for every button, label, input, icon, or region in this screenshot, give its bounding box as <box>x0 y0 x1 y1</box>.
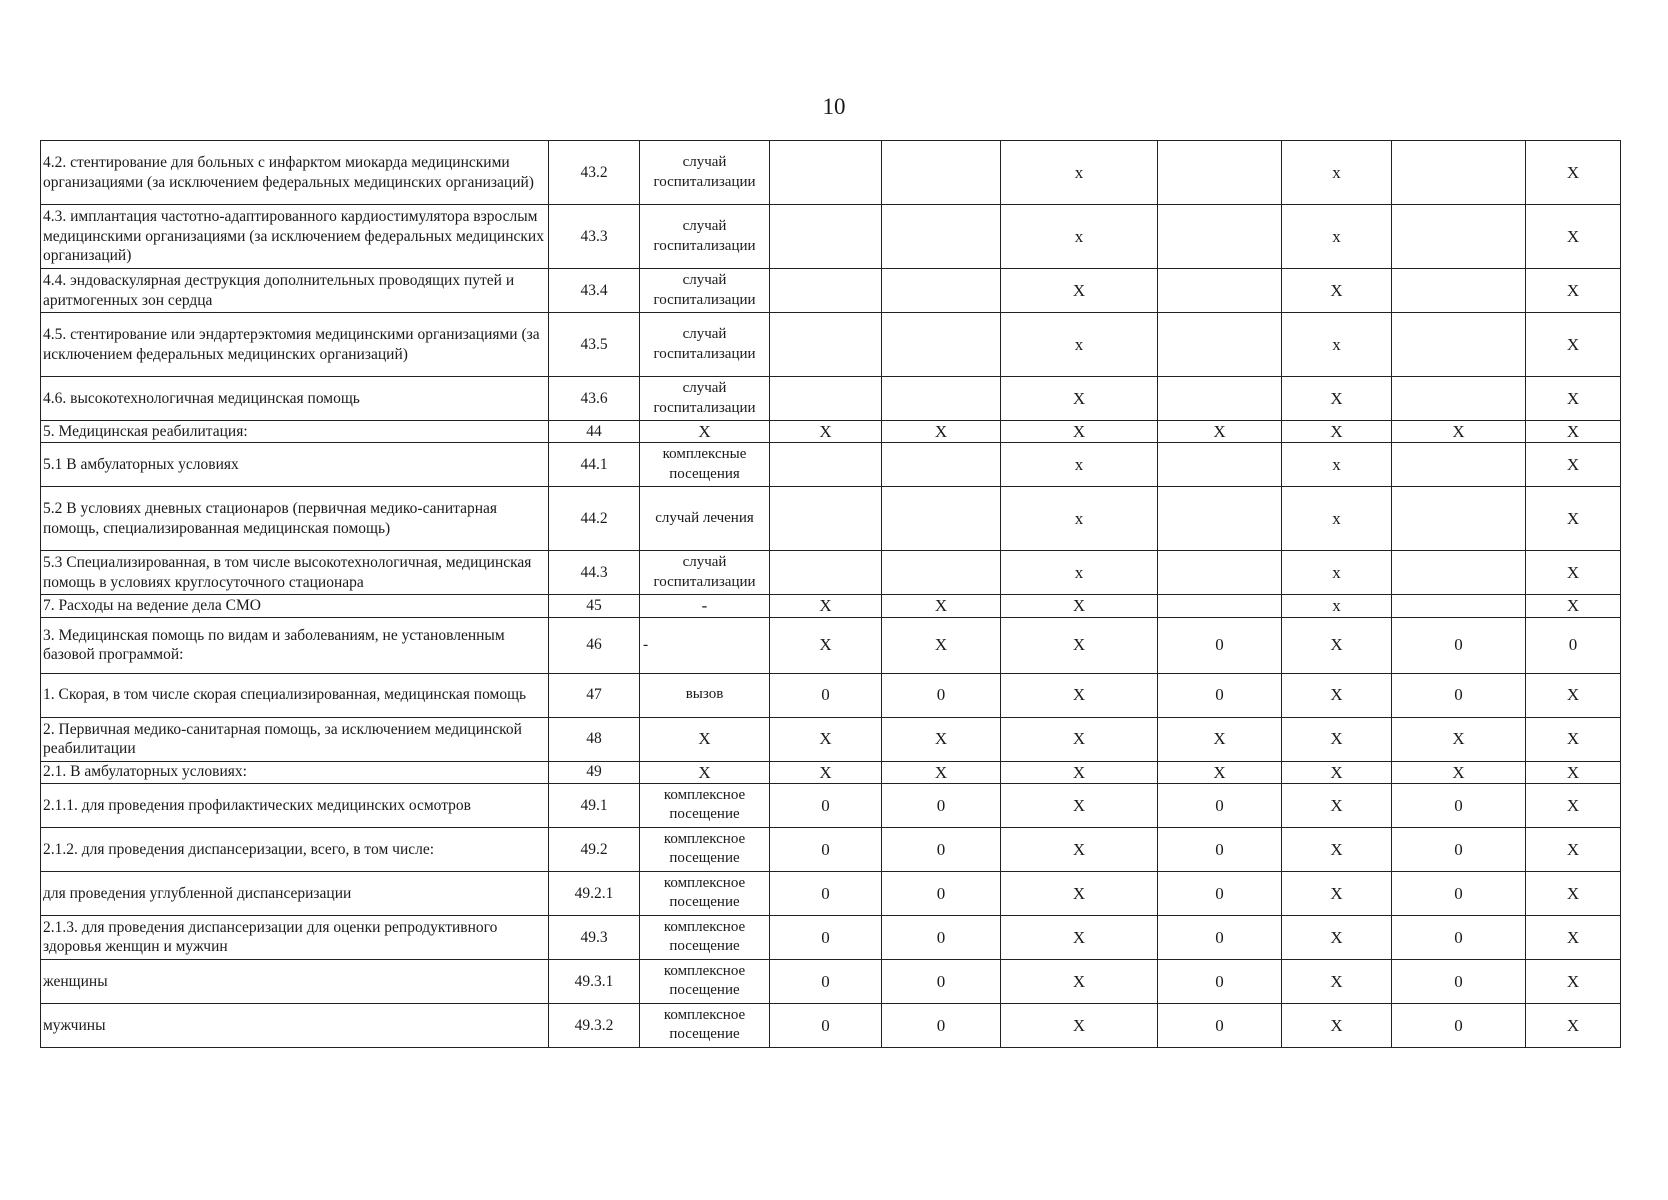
row-unit: - <box>640 617 770 673</box>
cell-col-3: x <box>1001 443 1158 487</box>
row-code: 46 <box>549 617 640 673</box>
cell-col-1 <box>770 313 882 377</box>
cell-col-6 <box>1392 487 1526 551</box>
cell-col-2: X <box>882 761 1001 783</box>
cell-col-3: X <box>1001 421 1158 443</box>
cell-col-6: 0 <box>1392 617 1526 673</box>
cell-col-7: X <box>1526 761 1621 783</box>
cell-col-7: X <box>1526 871 1621 915</box>
cell-col-7: X <box>1526 717 1621 761</box>
row-name: 2.1.2. для проведения диспансеризации, всего, в том числе: <box>41 827 549 871</box>
cell-col-6: X <box>1392 717 1526 761</box>
cell-col-1: 0 <box>770 673 882 717</box>
cell-col-5: X <box>1282 761 1392 783</box>
cell-col-4: 0 <box>1158 827 1282 871</box>
cell-col-1 <box>770 443 882 487</box>
table-row <box>41 783 1621 827</box>
cell-col-2 <box>882 487 1001 551</box>
cell-col-6 <box>1392 205 1526 269</box>
cell-col-5: X <box>1282 717 1392 761</box>
cell-col-3: x <box>1001 313 1158 377</box>
cell-col-6: 0 <box>1392 673 1526 717</box>
row-name: 4.2. стентирование для больных с инфарктом миокарда медицинскими организациями (за исключением федеральных медицинских организаций) <box>41 141 549 205</box>
cell-col-5: X <box>1282 827 1392 871</box>
cell-col-3: X <box>1001 617 1158 673</box>
table-row <box>41 827 1621 871</box>
cell-col-6 <box>1392 141 1526 205</box>
row-code: 43.4 <box>549 269 640 313</box>
row-name: для проведения углубленной диспансеризации <box>41 871 549 915</box>
row-unit: комплексное посещение <box>640 827 770 871</box>
cell-col-4 <box>1158 205 1282 269</box>
row-unit: случай госпитализации <box>640 313 770 377</box>
cell-col-6: 0 <box>1392 871 1526 915</box>
cell-col-5: X <box>1282 673 1392 717</box>
cell-col-5: X <box>1282 915 1392 959</box>
cell-col-1: X <box>770 595 882 617</box>
cell-col-1: 0 <box>770 915 882 959</box>
cell-col-5: X <box>1282 959 1392 1003</box>
cell-col-4: 0 <box>1158 1003 1282 1047</box>
table-row <box>41 269 1621 313</box>
row-unit: случай госпитализации <box>640 269 770 313</box>
row-code: 43.6 <box>549 377 640 421</box>
row-code: 44.3 <box>549 551 640 595</box>
row-code: 45 <box>549 595 640 617</box>
cell-col-7: X <box>1526 959 1621 1003</box>
cell-col-1: 0 <box>770 827 882 871</box>
row-code: 43.5 <box>549 313 640 377</box>
cell-col-1 <box>770 551 882 595</box>
row-unit: X <box>640 421 770 443</box>
cell-col-1 <box>770 269 882 313</box>
row-unit: случай лечения <box>640 487 770 551</box>
row-name: 2.1.1. для проведения профилактических медицинских осмотров <box>41 783 549 827</box>
row-code: 48 <box>549 717 640 761</box>
row-name: 5. Медицинская реабилитация: <box>41 421 549 443</box>
row-unit: X <box>640 717 770 761</box>
row-code: 43.3 <box>549 205 640 269</box>
cell-col-2 <box>882 269 1001 313</box>
cell-col-6: 0 <box>1392 827 1526 871</box>
cell-col-2 <box>882 313 1001 377</box>
table-row <box>41 377 1621 421</box>
cell-col-2: X <box>882 717 1001 761</box>
cell-col-3: X <box>1001 269 1158 313</box>
cell-col-7: X <box>1526 915 1621 959</box>
cell-col-2 <box>882 443 1001 487</box>
row-code: 44 <box>549 421 640 443</box>
cell-col-5: X <box>1282 421 1392 443</box>
table-row <box>41 313 1621 377</box>
cell-col-5: X <box>1282 871 1392 915</box>
cell-col-2: 0 <box>882 871 1001 915</box>
cell-col-2: 0 <box>882 673 1001 717</box>
data-table <box>40 140 1621 1048</box>
cell-col-6: 0 <box>1392 959 1526 1003</box>
cell-col-4: 0 <box>1158 673 1282 717</box>
row-name: 5.3 Специализированная, в том числе высокотехнологичная, медицинская помощь в условиях круглосуточного стационара <box>41 551 549 595</box>
cell-col-1: X <box>770 617 882 673</box>
cell-col-1: X <box>770 717 882 761</box>
cell-col-2: 0 <box>882 827 1001 871</box>
cell-col-6 <box>1392 377 1526 421</box>
cell-col-4: X <box>1158 761 1282 783</box>
table-row <box>41 915 1621 959</box>
cell-col-7: X <box>1526 827 1621 871</box>
cell-col-3: X <box>1001 783 1158 827</box>
cell-col-2: 0 <box>882 915 1001 959</box>
row-name: 5.1 В амбулаторных условиях <box>41 443 549 487</box>
row-code: 49.3.1 <box>549 959 640 1003</box>
cell-col-6: X <box>1392 421 1526 443</box>
cell-col-5: X <box>1282 1003 1392 1047</box>
row-code: 44.2 <box>549 487 640 551</box>
table-row <box>41 1003 1621 1047</box>
cell-col-5: x <box>1282 313 1392 377</box>
row-name: 7. Расходы на ведение дела СМО <box>41 595 549 617</box>
cell-col-3: X <box>1001 959 1158 1003</box>
cell-col-2 <box>882 141 1001 205</box>
cell-col-1 <box>770 487 882 551</box>
row-unit: комплексное посещение <box>640 915 770 959</box>
table-row <box>41 487 1621 551</box>
cell-col-7: X <box>1526 377 1621 421</box>
cell-col-6: 0 <box>1392 783 1526 827</box>
cell-col-4 <box>1158 141 1282 205</box>
cell-col-5: X <box>1282 377 1392 421</box>
cell-col-3: X <box>1001 871 1158 915</box>
cell-col-5: x <box>1282 551 1392 595</box>
cell-col-4 <box>1158 595 1282 617</box>
cell-col-4 <box>1158 443 1282 487</box>
row-name: 2.1.3. для проведения диспансеризации для оценки репродуктивного здоровья женщин и мужчин <box>41 915 549 959</box>
row-name: 4.3. имплантация частотно-адаптированного кардиостимулятора взрослым медицинскими организациями (за исключением федеральных медицинских организаций) <box>41 205 549 269</box>
cell-col-6: 0 <box>1392 915 1526 959</box>
cell-col-1: 0 <box>770 871 882 915</box>
table-row <box>41 871 1621 915</box>
cell-col-4: 0 <box>1158 915 1282 959</box>
row-unit: - <box>640 595 770 617</box>
cell-col-5: x <box>1282 487 1392 551</box>
row-unit: вызов <box>640 673 770 717</box>
cell-col-1 <box>770 377 882 421</box>
row-unit: случай госпитализации <box>640 551 770 595</box>
row-code: 49.3 <box>549 915 640 959</box>
cell-col-2: X <box>882 617 1001 673</box>
row-unit: комплексное посещение <box>640 783 770 827</box>
table-row <box>41 673 1621 717</box>
cell-col-4: X <box>1158 717 1282 761</box>
row-unit: X <box>640 761 770 783</box>
row-name: мужчины <box>41 1003 549 1047</box>
cell-col-5: x <box>1282 141 1392 205</box>
cell-col-7: X <box>1526 551 1621 595</box>
table-row <box>41 717 1621 761</box>
cell-col-7: X <box>1526 1003 1621 1047</box>
cell-col-7: 0 <box>1526 617 1621 673</box>
cell-col-4: 0 <box>1158 617 1282 673</box>
cell-col-3: X <box>1001 827 1158 871</box>
row-name: 4.5. стентирование или эндартерэктомия медицинскими организациями (за исключением федеральных медицинских организаций) <box>41 313 549 377</box>
table-row <box>41 595 1621 617</box>
cell-col-1 <box>770 205 882 269</box>
cell-col-4 <box>1158 269 1282 313</box>
cell-col-2: X <box>882 421 1001 443</box>
cell-col-3: X <box>1001 377 1158 421</box>
cell-col-4: 0 <box>1158 959 1282 1003</box>
table-row <box>41 205 1621 269</box>
row-code: 44.1 <box>549 443 640 487</box>
row-name: 4.4. эндоваскулярная деструкция дополнительных проводящих путей и аритмогенных зон сердца <box>41 269 549 313</box>
row-unit: комплексное посещение <box>640 1003 770 1047</box>
table-row <box>41 617 1621 673</box>
cell-col-4 <box>1158 377 1282 421</box>
cell-col-2: X <box>882 595 1001 617</box>
cell-col-3: x <box>1001 205 1158 269</box>
cell-col-7: X <box>1526 783 1621 827</box>
cell-col-1 <box>770 141 882 205</box>
cell-col-3: X <box>1001 717 1158 761</box>
cell-col-6 <box>1392 595 1526 617</box>
cell-col-3: X <box>1001 1003 1158 1047</box>
cell-col-1: 0 <box>770 959 882 1003</box>
cell-col-4: 0 <box>1158 783 1282 827</box>
cell-col-2: 0 <box>882 959 1001 1003</box>
cell-col-4: 0 <box>1158 871 1282 915</box>
row-name: 5.2 В условиях дневных стационаров (первичная медико-санитарная помощь, специализированная медицинская помощь) <box>41 487 549 551</box>
row-unit: комплексное посещение <box>640 871 770 915</box>
row-unit: случай госпитализации <box>640 141 770 205</box>
cell-col-5: X <box>1282 617 1392 673</box>
cell-col-3: X <box>1001 761 1158 783</box>
table-row <box>41 443 1621 487</box>
cell-col-5: x <box>1282 595 1392 617</box>
cell-col-7: X <box>1526 141 1621 205</box>
cell-col-5: x <box>1282 205 1392 269</box>
cell-col-4 <box>1158 313 1282 377</box>
cell-col-6 <box>1392 551 1526 595</box>
row-name: 2. Первичная медико-санитарная помощь, за исключением медицинской реабилитации <box>41 717 549 761</box>
cell-col-7: X <box>1526 313 1621 377</box>
row-unit: комплексные посещения <box>640 443 770 487</box>
row-code: 49.1 <box>549 783 640 827</box>
cell-col-1: 0 <box>770 1003 882 1047</box>
row-name: женщины <box>41 959 549 1003</box>
table-row <box>41 551 1621 595</box>
cell-col-7: X <box>1526 443 1621 487</box>
cell-col-1: X <box>770 761 882 783</box>
cell-col-3: X <box>1001 673 1158 717</box>
cell-col-3: x <box>1001 551 1158 595</box>
cell-col-2: 0 <box>882 783 1001 827</box>
cell-col-2 <box>882 551 1001 595</box>
cell-col-7: X <box>1526 487 1621 551</box>
cell-col-5: x <box>1282 443 1392 487</box>
cell-col-7: X <box>1526 673 1621 717</box>
page-number: 10 <box>822 94 846 119</box>
table-row <box>41 421 1621 443</box>
row-name: 2.1. В амбулаторных условиях: <box>41 761 549 783</box>
cell-col-5: X <box>1282 269 1392 313</box>
cell-col-1: X <box>770 421 882 443</box>
row-code: 49 <box>549 761 640 783</box>
cell-col-7: X <box>1526 269 1621 313</box>
table-row <box>41 761 1621 783</box>
table-row <box>41 959 1621 1003</box>
cell-col-7: X <box>1526 595 1621 617</box>
cell-col-6 <box>1392 443 1526 487</box>
cell-col-4: X <box>1158 421 1282 443</box>
cell-col-3: X <box>1001 915 1158 959</box>
row-code: 47 <box>549 673 640 717</box>
cell-col-6 <box>1392 313 1526 377</box>
cell-col-2 <box>882 205 1001 269</box>
table-row <box>41 141 1621 205</box>
row-code: 49.2 <box>549 827 640 871</box>
row-name: 3. Медицинская помощь по видам и заболеваниям, не установленным базовой программой: <box>41 617 549 673</box>
row-code: 49.3.2 <box>549 1003 640 1047</box>
cell-col-4 <box>1158 551 1282 595</box>
row-name: 1. Скорая, в том числе скорая специализированная, медицинская помощь <box>41 673 549 717</box>
cell-col-2 <box>882 377 1001 421</box>
cell-col-2: 0 <box>882 1003 1001 1047</box>
cell-col-6: 0 <box>1392 1003 1526 1047</box>
row-code: 49.2.1 <box>549 871 640 915</box>
cell-col-3: X <box>1001 595 1158 617</box>
row-unit: случай госпитализации <box>640 205 770 269</box>
row-code: 43.2 <box>549 141 640 205</box>
cell-col-3: x <box>1001 141 1158 205</box>
cell-col-3: x <box>1001 487 1158 551</box>
cell-col-1: 0 <box>770 783 882 827</box>
cell-col-7: X <box>1526 421 1621 443</box>
row-unit: комплексное посещение <box>640 959 770 1003</box>
row-name: 4.6. высокотехнологичная медицинская помощь <box>41 377 549 421</box>
cell-col-7: X <box>1526 205 1621 269</box>
cell-col-6: X <box>1392 761 1526 783</box>
row-unit: случай госпитализации <box>640 377 770 421</box>
cell-col-5: X <box>1282 783 1392 827</box>
cell-col-4 <box>1158 487 1282 551</box>
cell-col-6 <box>1392 269 1526 313</box>
